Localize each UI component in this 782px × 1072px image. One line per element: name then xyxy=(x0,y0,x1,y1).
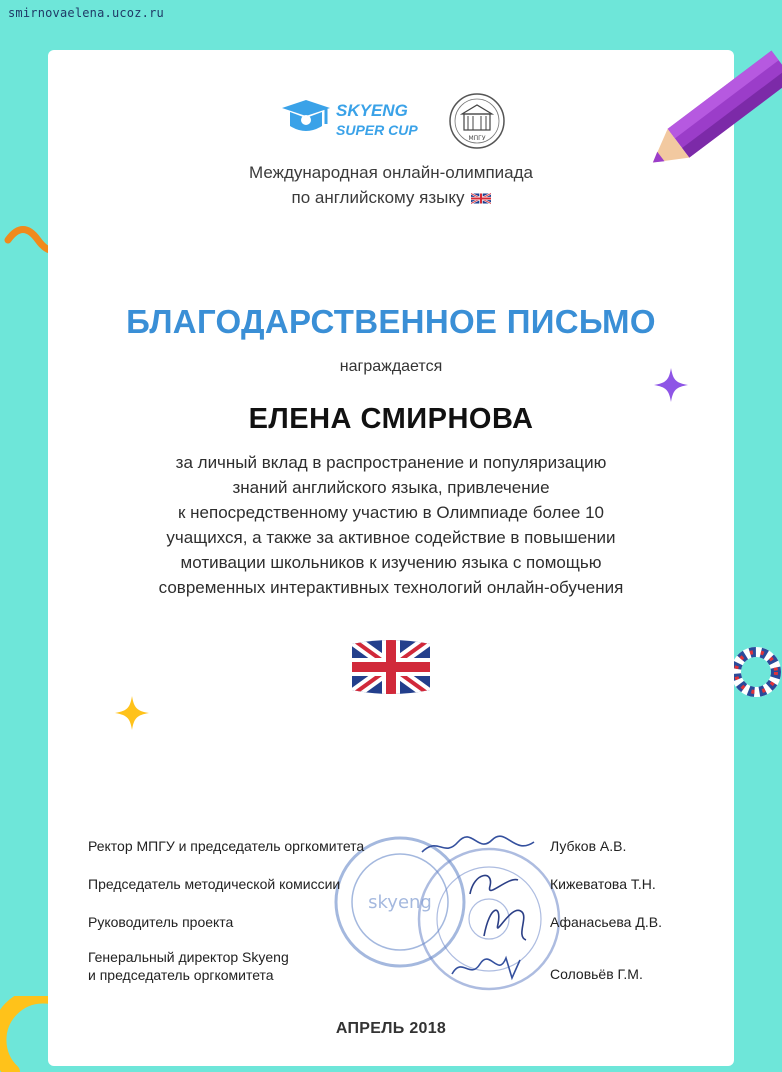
signature-name-4: Соловьёв Г.М. xyxy=(550,966,643,982)
skyeng-logo-text xyxy=(336,102,418,138)
signature-role-3: Руководитель проекта xyxy=(88,914,234,930)
reason-line: мотивации школьников к изучению языка с помощью xyxy=(180,553,602,572)
issue-date: АПРЕЛЬ 2018 xyxy=(335,1020,447,1037)
signature-name-3: Афанасьева Д.В. xyxy=(550,914,662,930)
signature-role-4 xyxy=(88,948,289,984)
subtitle-line-2: по английскому языку xyxy=(291,188,465,207)
subtitle-line-2-wrap xyxy=(0,185,782,210)
stamp-text: skyeng xyxy=(368,892,432,913)
signature-role-4-line-1: Генеральный директор Skyeng xyxy=(88,949,289,965)
reason-line: знаний английского языка, привлечение xyxy=(232,478,550,497)
logo-line-2: SUPER CUP xyxy=(336,122,418,138)
uk-flag-small-icon xyxy=(471,192,491,205)
reason-line: современных интерактивных технологий онлайн-обучения xyxy=(158,578,624,597)
signature-name-1: Лубков А.В. xyxy=(550,838,627,854)
signature-soloviev xyxy=(446,950,526,984)
uk-flag-icon xyxy=(348,636,434,698)
mpgu-seal-icon xyxy=(448,92,506,150)
signature-role-2: Председатель методической комиссии xyxy=(88,876,341,892)
seal-label: МПГУ xyxy=(468,135,486,142)
reason-line: за личный вклад в распространение и популяризацию xyxy=(175,453,607,472)
subtitle-line-1: Международная онлайн-олимпиада xyxy=(249,163,533,182)
signature-afanasyeva xyxy=(476,896,532,944)
reason-line: к непосредственному участию в Олимпиаде более 10 xyxy=(177,503,605,522)
signature-lubkov xyxy=(418,832,538,860)
awarded-label: награждается xyxy=(339,358,443,375)
olympiad-subtitle xyxy=(0,160,782,210)
logo-line-1: SKYENG xyxy=(336,101,408,120)
striped-ring-decoration xyxy=(728,642,782,702)
recipient-name: ЕЛЕНА СМИРНОВА xyxy=(248,403,534,435)
signature-name-2: Кижеватова Т.Н. xyxy=(550,876,656,892)
site-watermark: smirnovaelena.ucoz.ru xyxy=(8,6,164,20)
document-title: БЛАГОДАРСТВЕННОЕ ПИСЬМО xyxy=(126,303,656,340)
signature-role-1: Ректор МПГУ и председатель оргкомитета xyxy=(88,838,365,854)
signature-role-4-line-2: и председатель оргкомитета xyxy=(88,967,274,983)
reason-line: учащихся, а также за активное содействие в повышении xyxy=(166,528,616,547)
yellow-star-decoration xyxy=(115,696,149,730)
award-reason xyxy=(80,450,702,600)
